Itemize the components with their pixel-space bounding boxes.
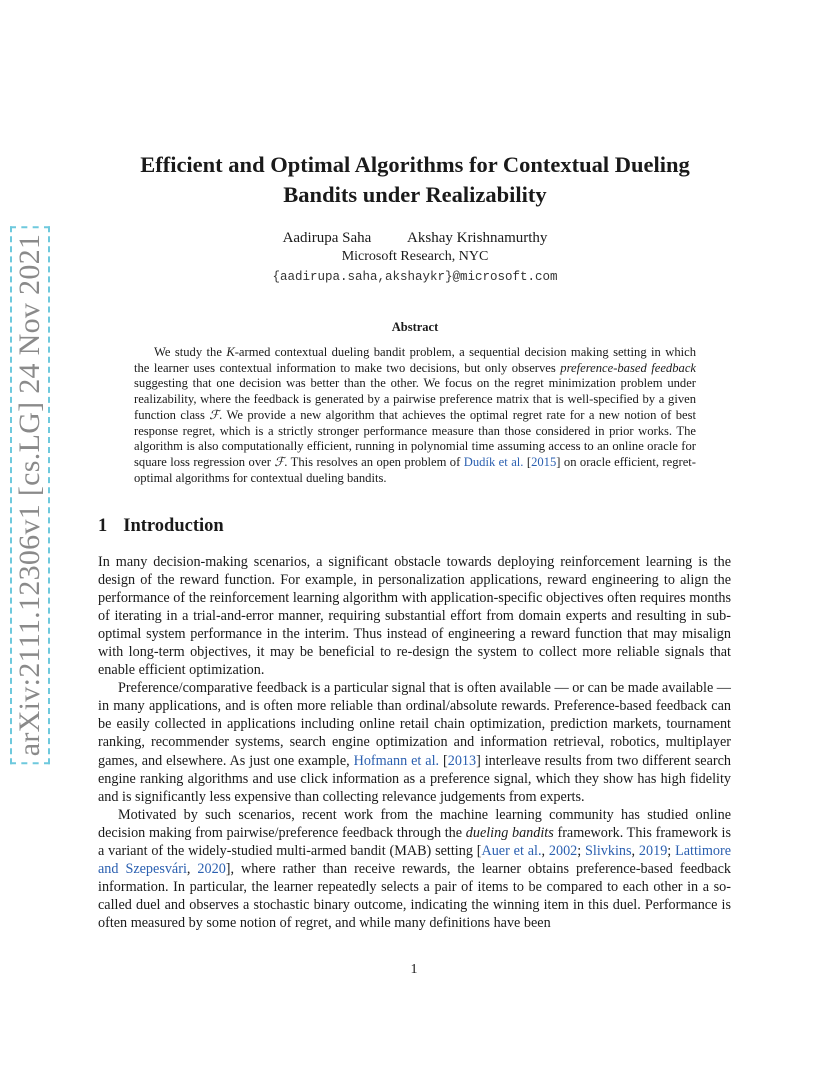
author-name: Aadirupa Saha — [282, 230, 372, 246]
arxiv-id-label[interactable]: arXiv:2111.12306v1 [cs.LG] 24 Nov 2021 — [10, 226, 50, 764]
citation-year-link[interactable]: 2013 — [447, 752, 477, 769]
abstract-heading: Abstract — [391, 320, 439, 334]
title-line-2: Bandits under Realizability — [283, 182, 547, 207]
abstract-text: We study the K-armed contextual dueling bandit problem, a sequential decision making setting in which the learner uses contextual information to make two decisions, but only observes preference-based feedback suggesting that one decision was better than the other. We focus on the regret minimization problem under realizability, where the feedback is generated by a pairwise preference matrix that is well-specified by a given function class ℱ. We provide a new algorithm that achieves the optimal regret rate for a new notion of best response regret, which is a strictly stronger performance measure than those considered in prior works. The algorithm is also computationally efficient, running in polynomial time assuming access to an online oracle for square loss regression over ℱ. This resolves an open problem of Dudík et al. [2015] on oracle efficient, regret-optimal algorithms for contextual dueling bandits. — [134, 345, 696, 485]
author-email: {aadirupa.saha,akshaykr}@microsoft.com — [272, 270, 558, 284]
affiliation: Microsoft Research, NYC — [341, 249, 489, 264]
math-function-class: ℱ — [209, 407, 220, 422]
math-function-class: ℱ — [274, 454, 285, 469]
citation-link[interactable]: Hofmann et al. — [353, 752, 440, 769]
citation-year-link[interactable]: 2019 — [638, 842, 668, 859]
citation-link[interactable]: Slivkins — [585, 842, 632, 859]
paragraph: Motivated by such scenarios, recent work from the machine learning community has studied online decision making from pairwise/preference feedback through the dueling bandits framework. This framework is a variant of the widely-studied multi-armed bandit (MAB) setting [Auer et al., 2002; Slivkins, 2019; Lattimore and Szepesvári, 2020], where rather than receive rewards, the learner obtains preference-based feedback information. In particular, the learner repeatedly selects a pair of items to be compared to each other in a so-called duel and observes a stochastic binary outcome, indicating the winning item in this duel. Performance is often measured by some notion of regret, and while many definitions have been — [98, 806, 732, 931]
section-heading — [98, 516, 224, 537]
emphasis: dueling bandits — [465, 824, 554, 841]
paragraph: Preference/comparative feedback is a particular signal that is often available — or can be made available — in many applications, and is often more reliable than ordinal/absolute rewards. Preference-based feedback can be easily collected in applications including online retail chain optimization, prediction markets, tournament ranking, recommender systems, search engine optimization and information retrieval, robotics, multiplayer games, and elsewhere. As just one example, Hofmann et al. [2013] interleave results from two different search engine ranking algorithms and use click information as a preference signal, which they show has high fidelity and is significantly less expensive than collecting relevance judgements from experts. — [98, 680, 732, 805]
author-name: Akshay Krishnamurthy — [407, 230, 548, 246]
introduction-body — [98, 553, 731, 932]
citation-year-link[interactable]: 2002 — [548, 842, 578, 859]
paper-title — [100, 150, 730, 210]
title-line-1: Efficient and Optimal Algorithms for Contextual Dueling — [140, 152, 690, 177]
emphasis: preference-based feedback — [560, 360, 696, 375]
citation-link[interactable]: Auer et al. — [481, 842, 542, 859]
arxiv-stamp — [0, 233, 60, 757]
citation-year-link[interactable]: 2015 — [531, 454, 557, 469]
math-k: K — [226, 345, 235, 359]
paragraph: In many decision-making scenarios, a significant obstacle towards deploying reinforcement learning is the design of the reward function. For example, in personalization applications, reward engineering to align the performance of the reinforcement learning algorithm with application-specific objectives often requires months of iterating in a trial-and-error manner, requiring substantial effort from domain experts and resulting in sub-optimal system performance in the interim. Thus instead of engineering a reward function that may misalign with long-term objectives, it may be beneficial to re-design the system to collect more reliable signals that enable efficient optimization. — [98, 554, 731, 679]
section-title: Introduction — [123, 516, 224, 536]
citation-link[interactable]: Dudík et al. — [463, 454, 524, 469]
section-number: 1 — [98, 516, 108, 536]
page-number: 1 — [410, 962, 418, 977]
citation-year-link[interactable]: 2020 — [197, 860, 226, 877]
citation-link[interactable]: Lattimore and Szepesvári — [98, 842, 732, 877]
author-list — [100, 228, 730, 248]
